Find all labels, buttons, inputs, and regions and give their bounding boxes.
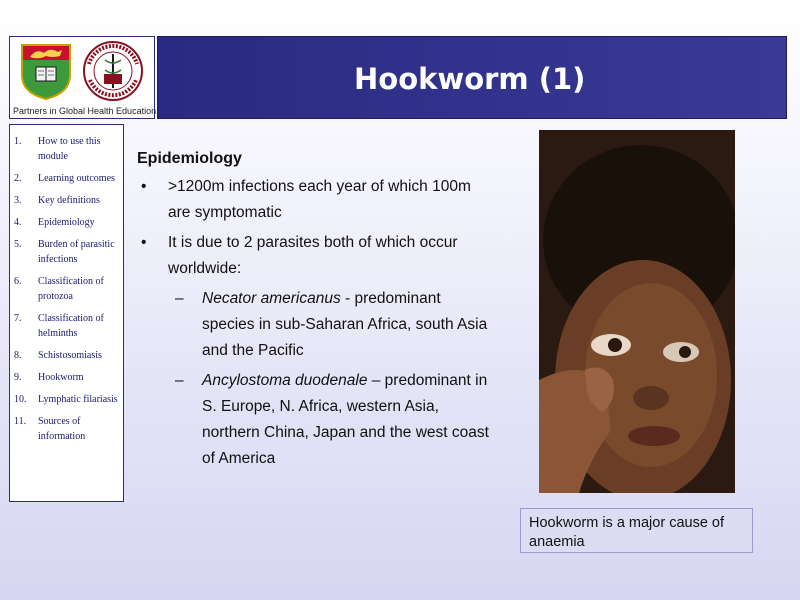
bullet-mark: • [141, 234, 147, 251]
nav-item-label: Key definitions [38, 195, 100, 206]
dash-mark: – [175, 290, 184, 307]
partners-text: Partners in Global Health Education [13, 106, 157, 116]
species-description: – predominant in S. Europe, N. Africa, western Asia, northern China, Japan and the west coast of America [202, 372, 489, 467]
species-description: - predominant species in sub-Saharan Africa, south Asia and the Pacific [202, 290, 488, 359]
university-crest-logo [18, 41, 74, 101]
species-name-ancylostoma: Ancylostoma duodenale [202, 372, 368, 389]
bullet-text: >1200m infections each year of which 100m are symptomatic [168, 178, 471, 221]
page-title: Hookworm (1) [354, 62, 586, 96]
nav-item-label: Sources of information [38, 416, 86, 442]
nav-item-protozoa[interactable]: 6. Classification of protozoa [14, 274, 119, 304]
slide-content [137, 150, 497, 476]
nav-item-label: Classification of protozoa [38, 276, 104, 302]
title-banner [157, 36, 787, 119]
nav-item-label: Lymphatic filariasis [38, 394, 118, 405]
nav-item-sources[interactable]: 11. Sources of information [14, 414, 119, 444]
nav-item-helminths[interactable]: 7. Classification of helminths [14, 311, 119, 341]
photo-caption: Hookworm is a major cause of anaemia [520, 508, 753, 553]
nav-item-label: Burden of parasitic infections [38, 239, 115, 265]
nav-item-schistosomiasis[interactable]: 8. Schistosomiasis [14, 348, 119, 363]
dash-mark: – [175, 372, 184, 389]
nav-item-label: How to use this module [38, 136, 101, 162]
bullet-mark: • [141, 178, 147, 195]
nav-item-learning-outcomes[interactable]: 2. Learning outcomes [14, 171, 119, 186]
child-photo [539, 130, 735, 493]
nav-item-hookworm[interactable]: 9. Hookworm [14, 370, 119, 385]
bullet-infections [137, 174, 497, 226]
module-navigation [9, 124, 124, 502]
nav-item-burden[interactable]: 5. Burden of parasitic infections [14, 237, 119, 267]
nav-item-label: Learning outcomes [38, 173, 115, 184]
nav-item-epidemiology[interactable]: 4. Epidemiology [14, 215, 119, 230]
sub-bullet-necator [137, 286, 497, 364]
nav-item-lymphatic-filariasis[interactable]: 10. Lymphatic filariasis [14, 394, 118, 405]
logo-panel [9, 36, 155, 119]
sub-bullet-ancylostoma [137, 368, 497, 472]
species-name-necator: Necator americanus [202, 290, 341, 307]
nav-item-key-definitions[interactable]: 3. Key definitions [14, 193, 119, 208]
nav-item-label: Schistosomiasis [38, 350, 102, 361]
nav-item-label: Classification of helminths [38, 313, 104, 339]
nav-item-label: Hookworm [38, 372, 84, 383]
nav-item-how-to-use[interactable]: 1. How to use this module [14, 134, 119, 164]
bullet-text: It is due to 2 parasites both of which occur worldwide: [168, 234, 458, 277]
college-of-medicine-seal [80, 40, 146, 102]
section-heading: Epidemiology [137, 150, 242, 167]
nav-item-label: Epidemiology [38, 217, 95, 228]
bullet-parasites [137, 230, 497, 282]
